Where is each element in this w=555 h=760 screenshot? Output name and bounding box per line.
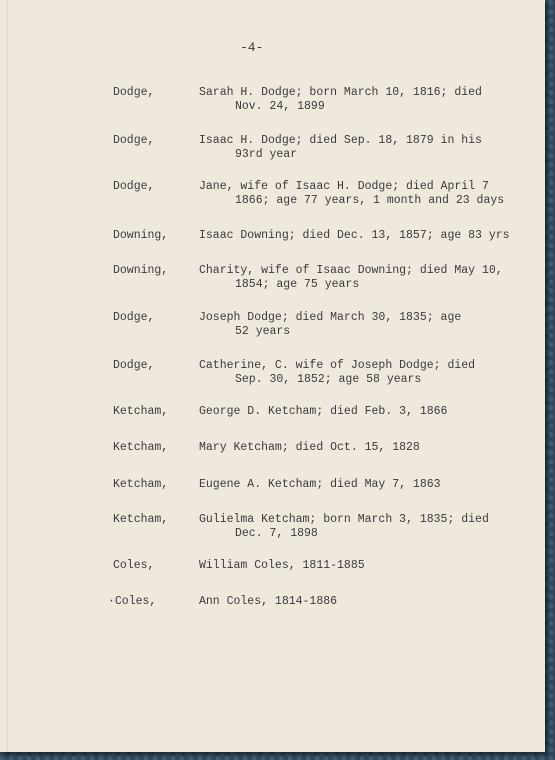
page-number: -4- (240, 40, 264, 55)
entry-line: Joseph Dodge; died March 30, 1835; age (199, 311, 462, 324)
entry-surname: Dodge, (113, 311, 155, 324)
entry-line: 1854; age 75 years (235, 278, 360, 291)
entry-surname: Coles, (113, 559, 155, 572)
entry-line: Catherine, C. wife of Joseph Dodge; died (199, 359, 476, 372)
entry-line: Gulielma Ketcham; born March 3, 1835; died (199, 513, 489, 526)
entry-surname: Ketcham, (113, 405, 169, 418)
entry-details (199, 86, 534, 114)
entry-details (199, 595, 534, 609)
entry-details (199, 478, 534, 492)
entry-line: William Coles, 1811-1885 (199, 559, 365, 572)
entry-line: Isaac H. Dodge; died Sep. 18, 1879 in his (199, 134, 482, 147)
entry-line: Isaac Downing; died Dec. 13, 1857; age 83 yrs (199, 229, 510, 242)
entry-details (199, 441, 534, 455)
entry-surname: Dodge, (113, 86, 155, 99)
entry-details (199, 359, 534, 387)
entry-line: Mary Ketcham; died Oct. 15, 1828 (199, 441, 420, 454)
entry-line: Ann Coles, 1814-1886 (199, 595, 338, 608)
entry-surname: Downing, (113, 264, 169, 277)
entry-surname: Ketcham, (113, 478, 169, 491)
entry-surname: ·Coles, (108, 595, 157, 608)
entry-surname: Dodge, (113, 134, 155, 147)
entry-details (199, 134, 534, 162)
entry-line: Eugene A. Ketcham; died May 7, 1863 (199, 478, 441, 491)
entry-line: 52 years (235, 325, 291, 338)
entry-surname: Downing, (113, 229, 169, 242)
entry-details (199, 229, 534, 243)
entry-surname: Dodge, (113, 180, 155, 193)
entry-surname: Ketcham, (113, 441, 169, 454)
entry-details (199, 405, 534, 419)
entry-details (199, 264, 534, 292)
entry-details (199, 311, 534, 339)
entry-line: Sep. 30, 1852; age 58 years (235, 373, 422, 386)
entry-line: George D. Ketcham; died Feb. 3, 1866 (199, 405, 448, 418)
entry-line: Charity, wife of Isaac Downing; died May 10, (199, 264, 503, 277)
entry-details (199, 513, 534, 541)
entry-line: 93rd year (235, 148, 298, 161)
entry-surname: Dodge, (113, 359, 155, 372)
entry-line: 1866; age 77 years, 1 month and 23 days (235, 194, 505, 207)
entry-surname: Ketcham, (113, 513, 169, 526)
entry-line: Dec. 7, 1898 (235, 527, 318, 540)
entry-line: Sarah H. Dodge; born March 10, 1816; died (199, 86, 482, 99)
entry-details (199, 180, 534, 208)
entry-details (199, 559, 534, 573)
entry-line: Nov. 24, 1899 (235, 100, 325, 113)
entry-line: Jane, wife of Isaac H. Dodge; died April 7 (199, 180, 489, 193)
